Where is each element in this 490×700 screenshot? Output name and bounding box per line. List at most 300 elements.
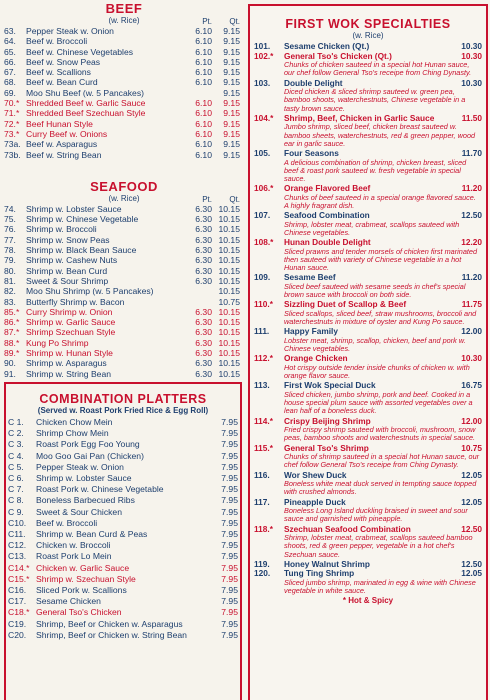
item-price-pint: 6.30 bbox=[195, 224, 212, 235]
seafood-pt-header: Pt. bbox=[202, 194, 212, 204]
beef-qt-header: Qt. bbox=[229, 17, 240, 26]
item-price: 7.95 bbox=[221, 540, 238, 551]
item-name: Shrimp, Beef or Chicken w. Asparagus bbox=[36, 618, 183, 629]
item-number: 113. bbox=[254, 380, 270, 391]
menu-item bbox=[4, 348, 240, 358]
item-number: C17. bbox=[8, 596, 27, 607]
item-price: 11.20 bbox=[461, 183, 482, 194]
menu-item bbox=[4, 266, 240, 276]
specialty-item bbox=[254, 79, 482, 113]
item-number: 103. bbox=[254, 77, 271, 88]
item-name: Beef w. Chinese Vegetables bbox=[26, 46, 134, 57]
item-number: 65. bbox=[4, 46, 16, 57]
item-number: C 2. bbox=[8, 428, 24, 439]
item-name: Tung Ting Shrimp bbox=[284, 569, 355, 579]
item-price: 7.95 bbox=[221, 585, 238, 596]
item-price: 12.50 bbox=[461, 558, 482, 569]
item-number: 88.* bbox=[4, 337, 20, 348]
item-price-pint: 6.10 bbox=[195, 67, 212, 78]
item-price-quart: 10.15 bbox=[218, 224, 240, 235]
item-name: Shrimp w. Hunan Style bbox=[26, 348, 113, 359]
item-name: Chicken w. Garlic Sauce bbox=[36, 562, 130, 573]
item-number: 87.* bbox=[4, 327, 20, 338]
item-price-pint: 6.10 bbox=[195, 36, 212, 47]
item-name: Curry Shrimp w. Onion bbox=[26, 306, 113, 317]
menu-item bbox=[4, 139, 240, 149]
item-price: 12.05 bbox=[461, 469, 482, 480]
item-price-pint bbox=[186, 286, 212, 296]
item-name: Beef w. Broccoli bbox=[36, 517, 98, 528]
item-name: Moo Shu Shrimp (w. 5 Pancakes) bbox=[26, 286, 154, 297]
item-number: 81. bbox=[4, 275, 16, 286]
item-description: Hot crispy outside tender inside chunks of chicken w. with orange flavor sauce. bbox=[284, 363, 470, 381]
beef-list bbox=[4, 26, 240, 160]
item-price-pint: 6.10 bbox=[195, 46, 212, 57]
item-description: Jumbo shrimp, sliced beef, chicken breast sauteed w. bamboo sheets, waterchestnuts, red & green pepper, wood ear in garlic sauce. bbox=[284, 122, 476, 148]
item-name: Beef w. Asparagus bbox=[26, 139, 98, 150]
specialties-list bbox=[250, 42, 486, 595]
item-price: 7.95 bbox=[221, 629, 238, 640]
combo-subtitle: (Served w. Roast Pork Fried Rice & Egg Roll) bbox=[37, 406, 209, 415]
combo-item bbox=[8, 630, 238, 641]
combo-list bbox=[8, 417, 238, 641]
item-price-quart: 10.15 bbox=[218, 306, 240, 317]
specialty-item bbox=[254, 560, 482, 570]
item-name: Shrimp w. Broccoli bbox=[26, 224, 97, 235]
menu-item bbox=[4, 108, 240, 118]
item-number: 91. bbox=[4, 368, 16, 379]
item-price-quart: 10.15 bbox=[218, 337, 240, 348]
item-price: 7.95 bbox=[221, 506, 238, 517]
item-price: 11.70 bbox=[461, 148, 482, 158]
item-name: Shrimp, Beef or Chicken w. String Bean bbox=[36, 629, 187, 640]
item-name: Sesame Chicken (Qt.) bbox=[284, 42, 370, 51]
combo-item bbox=[8, 563, 238, 574]
item-price: 12.05 bbox=[461, 496, 482, 507]
item-price: 7.95 bbox=[221, 450, 238, 461]
item-description: Sliced scallops, sliced beef, straw mushrooms, broccoli and waterchestnuts in mixture of oyster and Kung Po sauce. bbox=[284, 309, 477, 327]
item-name: Sweet & Sour Chicken bbox=[36, 506, 122, 517]
item-price-quart: 9.15 bbox=[223, 77, 240, 88]
item-number: 73.* bbox=[4, 128, 20, 139]
item-price-quart: 10.15 bbox=[218, 317, 240, 328]
item-price: 12.00 bbox=[461, 415, 482, 426]
item-name: Beef w. Bean Curd bbox=[26, 77, 98, 88]
item-price-quart: 10.15 bbox=[218, 203, 240, 214]
item-name: Shrimp w. Bean Curd & Peas bbox=[36, 529, 148, 540]
item-number: 70.* bbox=[4, 98, 20, 109]
item-number: 109. bbox=[254, 272, 271, 283]
menu-item bbox=[4, 276, 240, 286]
item-name: Orange Flavored Beef bbox=[284, 184, 371, 194]
item-number: 89.* bbox=[4, 348, 20, 359]
item-number: 105. bbox=[254, 148, 271, 158]
item-name: Shrimp w. Asparagus bbox=[26, 358, 107, 369]
menu-item bbox=[4, 369, 240, 379]
item-name: Shrimp w. Lobster Sauce bbox=[36, 473, 132, 484]
combo-item bbox=[8, 619, 238, 630]
item-price: 10.30 bbox=[461, 41, 482, 51]
item-name: Wor Shew Duck bbox=[284, 470, 347, 480]
menu-item bbox=[4, 77, 240, 87]
combo-item bbox=[8, 495, 238, 506]
specialty-item bbox=[254, 114, 482, 148]
item-name: Sesame Chicken bbox=[36, 596, 101, 607]
item-description: Chunks of shrimp sauteed in a special hot Hunan sauce, our chef follow General Tso's receipe from Ching Dynasty. bbox=[284, 452, 480, 470]
menu-item bbox=[4, 129, 240, 139]
item-price-pint: 6.30 bbox=[195, 255, 212, 266]
item-name: Sweet & Sour Shrimp bbox=[26, 275, 109, 286]
item-price: 7.95 bbox=[221, 495, 238, 506]
combo-item bbox=[8, 428, 238, 439]
combo-item bbox=[8, 574, 238, 585]
item-description: Shrimp, lobster meat, crabmeat, scallops sauteed bamboo shoots, red & green pepper, vegetable in a hot chef's Szechuan sauce. bbox=[284, 533, 473, 559]
item-name: Shrimp w. Bean Curd bbox=[26, 265, 108, 276]
item-number: 85.* bbox=[4, 306, 20, 317]
item-description: Sliced chicken, jumbo shrimp, pork and beef. Cooked in a house special plum sauce with assorted vegetables over a lean half of a boneless duck. bbox=[284, 390, 473, 416]
item-price-pint bbox=[186, 297, 212, 307]
item-number: 72.* bbox=[4, 118, 20, 129]
item-number: 74. bbox=[4, 203, 16, 214]
item-price-pint: 6.30 bbox=[195, 306, 212, 317]
item-number: 110.* bbox=[254, 299, 273, 310]
menu-item bbox=[4, 36, 240, 46]
item-number: 101. bbox=[254, 41, 271, 51]
combo-item bbox=[8, 439, 238, 450]
hot-spicy-note: * Hot & Spicy bbox=[342, 596, 394, 606]
item-price: 10.75 bbox=[461, 442, 482, 453]
item-price: 11.75 bbox=[461, 299, 482, 310]
item-name: Shrimp w. Lobster Sauce bbox=[26, 203, 122, 214]
item-name: Beef w. Broccoli bbox=[26, 36, 88, 47]
item-price: 7.95 bbox=[221, 551, 238, 562]
item-name: Shrimp w. Cashew Nuts bbox=[26, 255, 118, 266]
item-number: C 8. bbox=[8, 495, 24, 506]
item-price: 16.75 bbox=[461, 380, 482, 391]
seafood-section bbox=[4, 180, 244, 379]
item-price-quart: 10.15 bbox=[218, 265, 240, 276]
item-price: 12.50 bbox=[461, 210, 482, 221]
menu-item bbox=[4, 327, 240, 337]
item-name: Honey Walnut Shrimp bbox=[284, 559, 370, 569]
item-number: C15.* bbox=[8, 573, 30, 584]
menu-item bbox=[4, 67, 240, 77]
item-name: Pepper Steak w. Onion bbox=[26, 26, 114, 36]
item-description: Boneless white meat duck served in tempting sauce topped with crushed almonds. bbox=[284, 479, 477, 497]
item-price-quart: 10.15 bbox=[218, 275, 240, 286]
item-number: 77. bbox=[4, 234, 16, 245]
item-price-pint: 6.10 bbox=[195, 56, 212, 67]
menu-item bbox=[4, 338, 240, 348]
specialty-item bbox=[254, 354, 482, 380]
item-number: C 3. bbox=[8, 439, 24, 450]
item-name: Kung Po Shrimp bbox=[26, 337, 89, 348]
item-number: 119. bbox=[254, 558, 270, 569]
item-number: 107. bbox=[254, 210, 271, 221]
item-number: 66. bbox=[4, 56, 16, 67]
item-number: C20. bbox=[8, 629, 27, 640]
combination-platters-section bbox=[4, 382, 242, 700]
item-price: 12.05 bbox=[461, 568, 482, 579]
item-name: First Wok Special Duck bbox=[284, 381, 376, 391]
item-name: Shrimp Szechuan Style bbox=[26, 327, 116, 338]
item-number: 118.* bbox=[254, 523, 273, 534]
item-number: C13. bbox=[8, 551, 27, 562]
beef-section bbox=[4, 2, 244, 160]
combo-item bbox=[8, 484, 238, 495]
item-description: A delicious combination of shrimp, chicken breast, sliced beef & roast pork sauteed w. fresh vegetable in special sauce. bbox=[284, 157, 467, 183]
item-price-quart: 9.15 bbox=[223, 128, 240, 139]
item-name: Shrimp Chow Mein bbox=[36, 428, 109, 439]
item-number: 111. bbox=[254, 326, 270, 337]
item-description: Sliced prawns and tender morsels of chicken first marinated then sauteed with variety of Chinese vegetable in a hot Hunan sauce. bbox=[284, 246, 478, 273]
item-name: General Tso's Chicken (Qt.) bbox=[284, 51, 392, 61]
item-name: Roast Pork w. Chinese Vegetable bbox=[36, 484, 164, 495]
combo-item bbox=[8, 473, 238, 484]
item-price-quart: 10.15 bbox=[218, 214, 240, 225]
item-description: Lobster meat, shrimp, scallop, chicken, beef and pork w. Chinese vegetables. bbox=[284, 336, 466, 354]
item-name: Four Seasons bbox=[284, 149, 339, 158]
item-name: Orange Chicken bbox=[284, 354, 348, 364]
item-number: 120. bbox=[254, 568, 271, 579]
item-number: C14.* bbox=[8, 562, 30, 573]
item-name: Shrimp, Beef, Chicken in Garlic Sauce bbox=[284, 113, 435, 123]
item-price: 7.95 bbox=[221, 562, 238, 573]
item-price-pint: 6.30 bbox=[195, 275, 212, 286]
item-name: Curry Beef w. Onions bbox=[26, 128, 108, 139]
item-number: 112.* bbox=[254, 353, 273, 364]
item-name: Shrimp w. String Bean bbox=[26, 368, 112, 379]
item-number: C11. bbox=[8, 529, 26, 540]
item-price-pint: 6.30 bbox=[195, 348, 212, 359]
menu-item bbox=[4, 358, 240, 368]
item-number: 67. bbox=[4, 67, 16, 78]
item-price-pint: 6.10 bbox=[195, 139, 212, 150]
specialty-item bbox=[254, 42, 482, 52]
item-name: Moo Goo Gai Pan (Chicken) bbox=[36, 450, 144, 461]
item-price-pint: 6.30 bbox=[195, 317, 212, 328]
menu-item bbox=[4, 150, 240, 160]
item-name: Sliced Pork w. Scallions bbox=[36, 585, 127, 596]
item-price-quart: 9.15 bbox=[223, 36, 240, 47]
specialty-item bbox=[254, 273, 482, 299]
combo-item bbox=[8, 417, 238, 428]
item-name: General Tso's Chicken bbox=[36, 607, 122, 618]
specialties-subtitle: (w. Rice) bbox=[352, 31, 384, 40]
item-number: 82. bbox=[4, 286, 16, 297]
combo-item bbox=[8, 507, 238, 518]
menu-item bbox=[4, 119, 240, 129]
specialty-item bbox=[254, 444, 482, 470]
item-price-quart: 10.15 bbox=[218, 245, 240, 256]
specialty-item bbox=[254, 211, 482, 237]
item-name: Shrimp w. Chinese Vegetable bbox=[26, 214, 139, 225]
item-price-pint: 6.10 bbox=[195, 128, 212, 139]
specialties-title: FIRST WOK SPECIALTIES bbox=[285, 17, 451, 31]
item-price: 10.30 bbox=[461, 353, 482, 364]
menu-item bbox=[4, 307, 240, 317]
item-price-quart: 10.15 bbox=[218, 286, 240, 297]
menu-item bbox=[4, 214, 240, 224]
menu-item bbox=[4, 57, 240, 67]
item-name: Chicken Chow Mein bbox=[36, 417, 113, 427]
item-number: 115.* bbox=[254, 442, 273, 453]
item-description: Chunks of beef sauteed in a special orange flavored sauce. A highly fragrant dish. bbox=[284, 192, 476, 210]
item-name: Butterfly Shrimp w. Bacon bbox=[26, 296, 125, 307]
item-price-pint: 6.10 bbox=[195, 149, 212, 160]
item-description: Boneless Long Island duckling braised in sweet and sour sauce and garnished with pineapple. bbox=[284, 506, 468, 524]
item-price-pint: 6.30 bbox=[195, 203, 212, 214]
left-column bbox=[4, 0, 244, 700]
seafood-qt-header: Qt. bbox=[229, 194, 240, 204]
item-description: Shrimp, lobster meat, crabmeat, scallops sauteed with Chinese vegetables. bbox=[284, 219, 460, 237]
item-price-quart: 10.15 bbox=[218, 368, 240, 379]
item-price-quart: 10.15 bbox=[218, 358, 240, 369]
item-number: 71.* bbox=[4, 108, 20, 119]
menu-item bbox=[4, 88, 240, 98]
item-price-pint: 6.10 bbox=[195, 98, 212, 109]
item-price-pint: 6.10 bbox=[195, 108, 212, 119]
item-price-pint: 6.10 bbox=[195, 118, 212, 129]
item-number: 64. bbox=[4, 36, 16, 47]
item-price-quart: 9.15 bbox=[223, 118, 240, 129]
specialty-item bbox=[254, 525, 482, 559]
item-price-quart: 10.15 bbox=[218, 255, 240, 266]
specialty-line bbox=[254, 560, 482, 570]
item-price-quart: 9.15 bbox=[223, 67, 240, 78]
item-name: Pepper Steak w. Onion bbox=[36, 461, 124, 472]
item-number: C 6. bbox=[8, 473, 24, 484]
item-price-pint: 6.30 bbox=[195, 358, 212, 369]
item-number: 86.* bbox=[4, 317, 20, 328]
item-name: General Tso's Shrimp bbox=[284, 443, 369, 453]
item-price-quart: 10.15 bbox=[218, 234, 240, 245]
item-number: 79. bbox=[4, 255, 16, 266]
specialty-item bbox=[254, 300, 482, 326]
menu-item bbox=[4, 224, 240, 234]
menu-item bbox=[4, 98, 240, 108]
item-number: 117. bbox=[254, 496, 270, 507]
combo-title: COMBINATION PLATTERS bbox=[39, 392, 207, 406]
item-name: Beef Hunan Style bbox=[26, 118, 93, 129]
item-price: 10.30 bbox=[461, 50, 482, 61]
item-number: 83. bbox=[4, 296, 16, 307]
item-price: 7.95 bbox=[221, 573, 238, 584]
item-price-pint: 6.30 bbox=[195, 368, 212, 379]
combo-item bbox=[8, 551, 238, 562]
item-number: C 7. bbox=[8, 484, 24, 495]
specialty-item bbox=[254, 327, 482, 353]
specialty-item bbox=[254, 149, 482, 183]
item-price-quart: 9.15 bbox=[223, 26, 240, 36]
specialties-section bbox=[248, 4, 488, 700]
menu-item bbox=[4, 204, 240, 214]
item-price-pint: 6.30 bbox=[195, 234, 212, 245]
item-name: Shrimp w. Garlic Sauce bbox=[26, 317, 116, 328]
item-price-quart: 9.15 bbox=[223, 149, 240, 160]
item-name: Beef w. Snow Peas bbox=[26, 56, 101, 67]
item-price-quart: 9.15 bbox=[223, 46, 240, 57]
item-number: 104.* bbox=[254, 112, 274, 123]
menu-item bbox=[4, 26, 240, 36]
specialty-item bbox=[254, 238, 482, 272]
item-number: 73a. bbox=[4, 139, 21, 150]
item-name: Sizzling Duet of Scallop & Beef bbox=[284, 300, 407, 310]
item-price-pint: 6.30 bbox=[195, 214, 212, 225]
item-price: 11.50 bbox=[461, 112, 482, 123]
item-number: C10. bbox=[8, 517, 27, 528]
specialty-line bbox=[254, 42, 482, 52]
item-price: 7.95 bbox=[221, 417, 238, 427]
item-name: Shrimp w. Szechuan Style bbox=[36, 573, 136, 584]
item-name: Shrimp w. Snow Peas bbox=[26, 234, 110, 245]
combo-item bbox=[8, 596, 238, 607]
item-name: Moo Shu Beef (w. 5 Pancakes) bbox=[26, 87, 144, 98]
menu-item bbox=[4, 317, 240, 327]
item-price: 7.95 bbox=[221, 517, 238, 528]
item-name: Beef w. String Bean bbox=[26, 149, 102, 160]
item-number: 80. bbox=[4, 265, 16, 276]
item-number: C 5. bbox=[8, 461, 24, 472]
specialty-item bbox=[254, 184, 482, 210]
item-name: Szechuan Seafood Combination bbox=[284, 524, 411, 534]
beef-title: BEEF bbox=[105, 1, 143, 16]
item-description: Fried crispy shrimp sauteed with broccoli, mushroom, snow peas, bamboo shoots and waterchestnuts in special sauce. bbox=[284, 425, 476, 443]
combo-item bbox=[8, 462, 238, 473]
item-price-quart: 9.15 bbox=[223, 56, 240, 67]
menu-item bbox=[4, 286, 240, 296]
specialty-item bbox=[254, 52, 482, 78]
item-name: Happy Family bbox=[284, 327, 338, 337]
item-number: 68. bbox=[4, 77, 16, 88]
item-number: 108.* bbox=[254, 237, 274, 248]
seafood-list bbox=[4, 204, 240, 379]
item-price: 12.20 bbox=[461, 237, 482, 248]
beef-pt-header: Pt. bbox=[202, 17, 212, 26]
item-price-quart: 10.15 bbox=[218, 348, 240, 359]
item-description: Diced chicken & sliced shrimp sauteed w. green pea, bamboo shoots, waterchestnuts, Chinese vegetable in a tasty brown sauce. bbox=[284, 87, 466, 113]
item-price: 7.95 bbox=[221, 428, 238, 439]
item-number: C16. bbox=[8, 585, 27, 596]
item-number: 116. bbox=[254, 469, 270, 480]
item-price: 12.00 bbox=[461, 326, 482, 337]
item-price: 7.95 bbox=[221, 607, 238, 618]
item-description: Chunks of chicken sauteed in a special hot Hunan sauce, our chef follow General Tso's receipe from Ching Dynasty. bbox=[284, 60, 472, 78]
item-price: 11.20 bbox=[461, 272, 482, 283]
item-number: 78. bbox=[4, 245, 16, 256]
item-number: C12. bbox=[8, 540, 27, 551]
item-price-quart: 9.15 bbox=[223, 87, 240, 98]
item-name: Crispy Beijing Shrimp bbox=[284, 416, 371, 426]
item-price-pint: 6.30 bbox=[195, 337, 212, 348]
item-price-pint: 6.30 bbox=[195, 327, 212, 338]
item-price-pint: 6.10 bbox=[195, 26, 212, 36]
specialty-item bbox=[254, 569, 482, 595]
item-number: 69. bbox=[4, 87, 16, 98]
menu-item bbox=[4, 47, 240, 57]
item-name: Roast Pork Egg Foo Young bbox=[36, 439, 140, 450]
item-number: 63. bbox=[4, 26, 16, 36]
item-name: Boneless Barbecued Ribs bbox=[36, 495, 135, 506]
item-description: Sliced beef sauteed with sesame seeds in chef's special brown sauce with broccoli on both side. bbox=[284, 282, 466, 300]
item-name: Beef w. Scallions bbox=[26, 67, 91, 78]
specialty-item bbox=[254, 471, 482, 497]
item-name: Pineapple Duck bbox=[284, 497, 346, 507]
item-number: C 9. bbox=[8, 506, 24, 517]
item-name: Shredded Beef w. Garlic Sauce bbox=[26, 98, 146, 109]
item-price: 7.95 bbox=[221, 596, 238, 607]
item-name: Shrimp w. Black Bean Sauce bbox=[26, 245, 137, 256]
